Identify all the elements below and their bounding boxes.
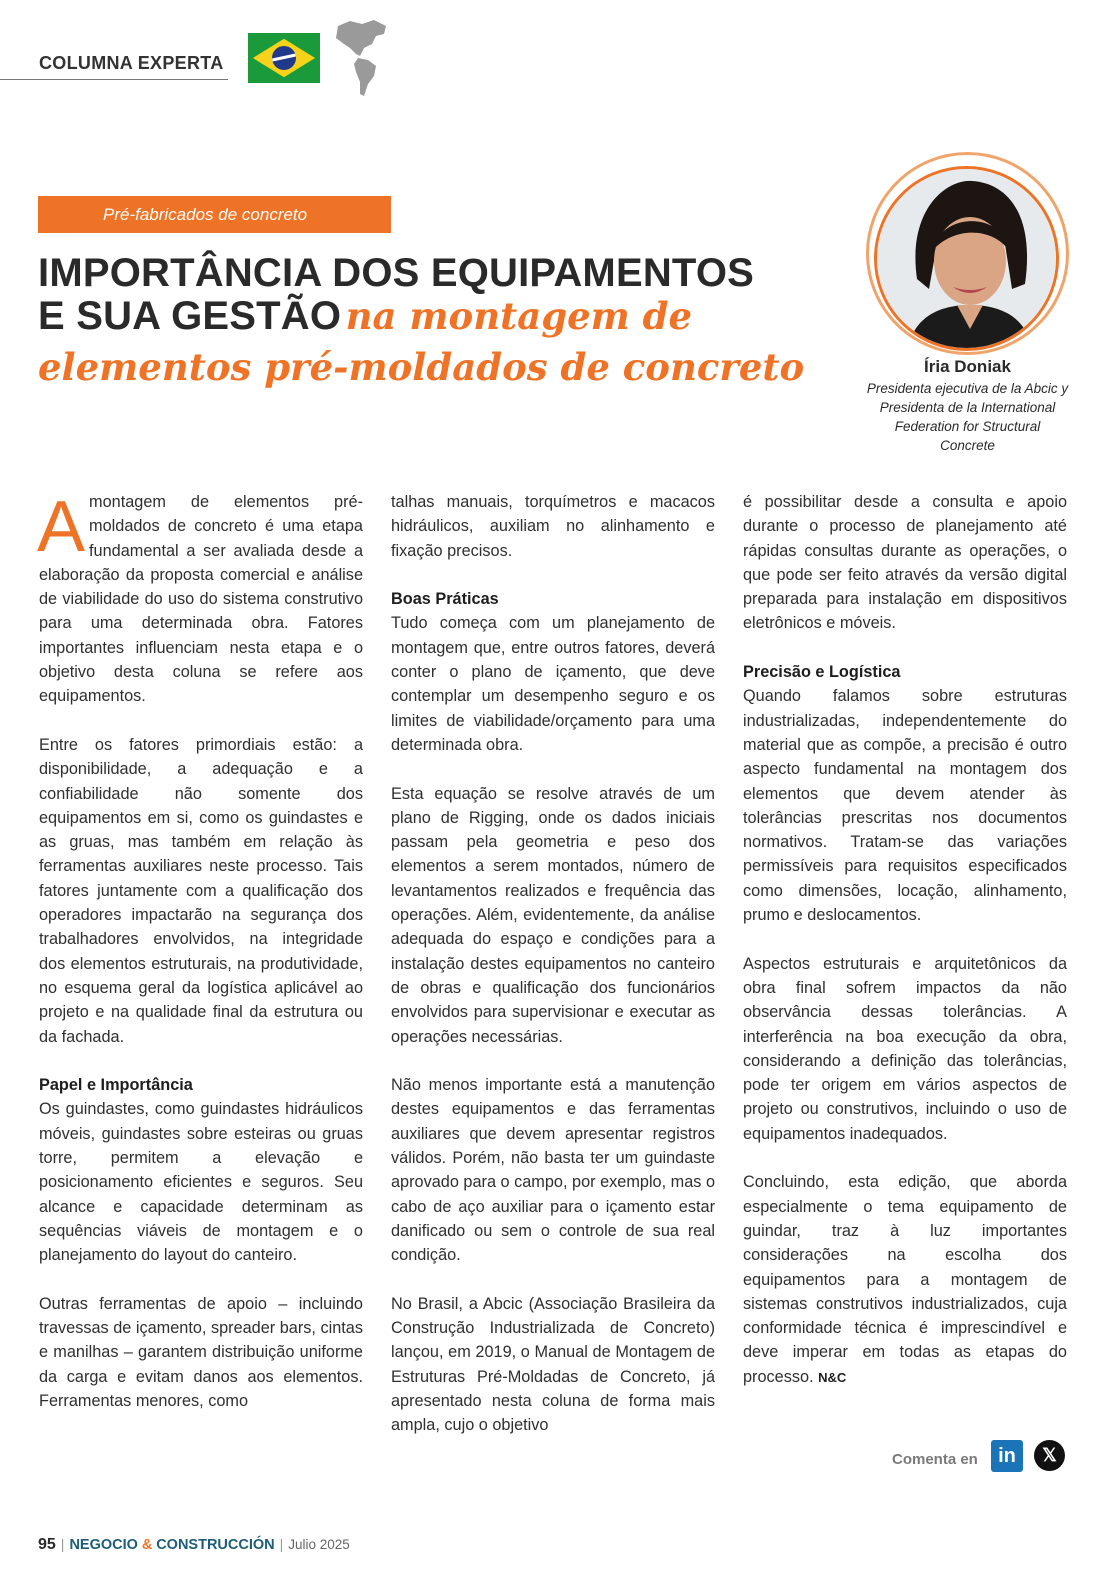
- issue-date: Julio 2025: [288, 1537, 350, 1552]
- paragraph-intro: montagem de elementos pré-moldados de concreto é uma etapa fundamental a ser avaliada desde a elaboração da proposta comercial e análise de viabilidade do uso do sistema construtivo para uma determinada obra. Fatores importantes influenciam nesta etapa e o objetivo desta coluna se refere aos equipamentos.: [39, 493, 363, 706]
- paragraph: Esta equação se resolve através de um plano de Rigging, onde os dados iniciais passam pela geometria e peso dos elementos a serem montados, número de levantamentos realizados e frequência das operações. Além, evidentemente, da análise adequada do espaço e condições para a instalação destes equipamentos no canteiro de obras e qualificação dos funcionários envolvidos para supervisionar e executar as operações necessárias.: [391, 784, 715, 1046]
- paragraph: Quando falamos sobre estruturas industrializadas, independentemente do material que as compõe, a precisão é outro aspecto fundamental na montagem dos elementos que devem atender às tolerâncias prescritas nos documentos normativos. Tratam-se das variações permissíveis para requisitos especificados como dimensões, locação, alinhamento, prumo e deslocamentos.: [743, 687, 1067, 925]
- magazine-ampersand: &: [141, 1537, 153, 1553]
- paragraph: Tudo começa com um planejamento de montagem que, entre outros fatores, deverá conter o plano de içamento, que deve contemplar um desempenho seguro e os limites de viabilidade/orçamento para uma determinada obra.: [391, 614, 715, 754]
- paragraph: No Brasil, a Abcic (Associação Brasileira da Construção Industrializada de Concreto) lançou, em 2019, o Manual de Montagem de Estruturas Pré-Moldadas de Concreto, já apresentado nesta coluna de forma mais ampla, cujo o objetivo: [391, 1294, 715, 1435]
- article-column-3: [743, 490, 1067, 1390]
- section-label: COLUMNA EXPERTA: [39, 53, 224, 73]
- paragraph: Os guindastes, como guindastes hidráulicos móveis, guindastes sobre esteiras ou gruas torre, permitem a elevação e posicionamento eficientes e seguros. Seu alcance e capacidade determinam as sequências viáveis de montagem e o planejamento do layout do canteiro.: [39, 1100, 363, 1265]
- signoff: N&C: [818, 1369, 847, 1385]
- americas-globe-icon: [330, 18, 390, 98]
- title-line-3-italic: elementos pré-moldados de concreto: [38, 345, 805, 389]
- paragraph: é possibilitar desde a consulta e apoio durante o processo de planejamento até rápidas consultas durante as operações, o que pode ser feito através da versão digital preparada para instalação em dispositivos eletrônicos e móveis.: [743, 493, 1067, 633]
- paragraph: Não menos importante está a manutenção destes equipamentos e das ferramentas auxiliares que devem apresentar registros válidos. Porém, não basta ter um guindaste aprovado para o campo, por exemplo, mas o cabo de aço auxiliar para o içamento estar danificado ou sem o controle de sua real condição.: [391, 1076, 715, 1265]
- category-tag: Pré-fabricados de concreto: [38, 196, 391, 233]
- drop-cap: A: [37, 487, 86, 567]
- paragraph: Aspectos estruturais e arquitetônicos da obra final sofrem impactos da não observância dessas tolerâncias. A interferência na boa execução da obra, considerando a definição das tolerâncias, pode ter origem em vários aspectos de projeto ou construtivos, incluindo o uso de equipamentos inadequados.: [743, 954, 1067, 1143]
- page-footer: 95 | NEGOCIO & CONSTRUCCIÓN | Julio 2025: [38, 1536, 350, 1553]
- paragraph: Outras ferramentas de apoio – incluindo travessas de içamento, spreader bars, cintas e manilhas – garantem distribuição uniforme da carga e evitam danos aos elementos. Ferramentas menores, como: [39, 1294, 363, 1410]
- magazine-name-part1: NEGOCIO: [69, 1537, 138, 1553]
- paragraph: talhas manuais, torquímetros e macacos hidráulicos, auxiliam no alinhamento e fixação precisos.: [391, 493, 715, 560]
- author-role: Presidenta ejecutiva de la Abcic y Presidenta de la International Federation for Structural Concrete: [866, 381, 1069, 453]
- comment-label: Comenta en: [892, 1451, 978, 1468]
- subheading-boas: Boas Práticas: [391, 590, 499, 609]
- brazil-flag-icon: [248, 33, 320, 83]
- subheading-precisao: Precisão e Logística: [743, 663, 901, 682]
- subheading-papel: Papel e Importância: [39, 1076, 193, 1095]
- title-line-2-strong: E SUA GESTÃO: [38, 294, 342, 338]
- article-column-2: [391, 490, 715, 1438]
- title-line-2-italic: na montagem de: [345, 294, 693, 338]
- title-line-1: IMPORTÂNCIA DOS EQUIPAMENTOS: [38, 251, 755, 295]
- paragraph: Entre os fatores primordiais estão: a disponibilidade, a adequação e a confiabilidade não somente dos equipamentos em si, como os guindastes e as gruas, mas também em relação às ferramentas auxiliares neste processo. Tais fatores juntamente com a qualificação dos operadores impactarão na segurança dos trabalhadores envolvidos, na integridade dos elementos estruturais, na produtividade, no esquema geral da logística aplicável ao projeto e na qualidade final da estrutura ou da fachada.: [39, 735, 363, 1046]
- page-number: 95: [38, 1536, 56, 1553]
- author-name: Íria Doniak: [924, 357, 1011, 376]
- article-title: [38, 252, 838, 389]
- article-column-1: [37, 487, 363, 1413]
- magazine-name-part2: CONSTRUCCIÓN: [156, 1537, 275, 1553]
- linkedin-icon[interactable]: in: [991, 1440, 1023, 1472]
- section-divider: [0, 79, 228, 80]
- x-icon[interactable]: 𝕏: [1034, 1440, 1065, 1471]
- paragraph-conclusion: Concluindo, esta edição, que aborda especialmente o tema equipamento de guindar, traz à luz importantes considerações na escolha dos equipamentos para a montagem de sistemas construtivos industrializados, cuja conformidade técnica é imprescindível e deve imperar em todas as etapas do processo.: [743, 1173, 1067, 1386]
- author-avatar: [874, 166, 1059, 351]
